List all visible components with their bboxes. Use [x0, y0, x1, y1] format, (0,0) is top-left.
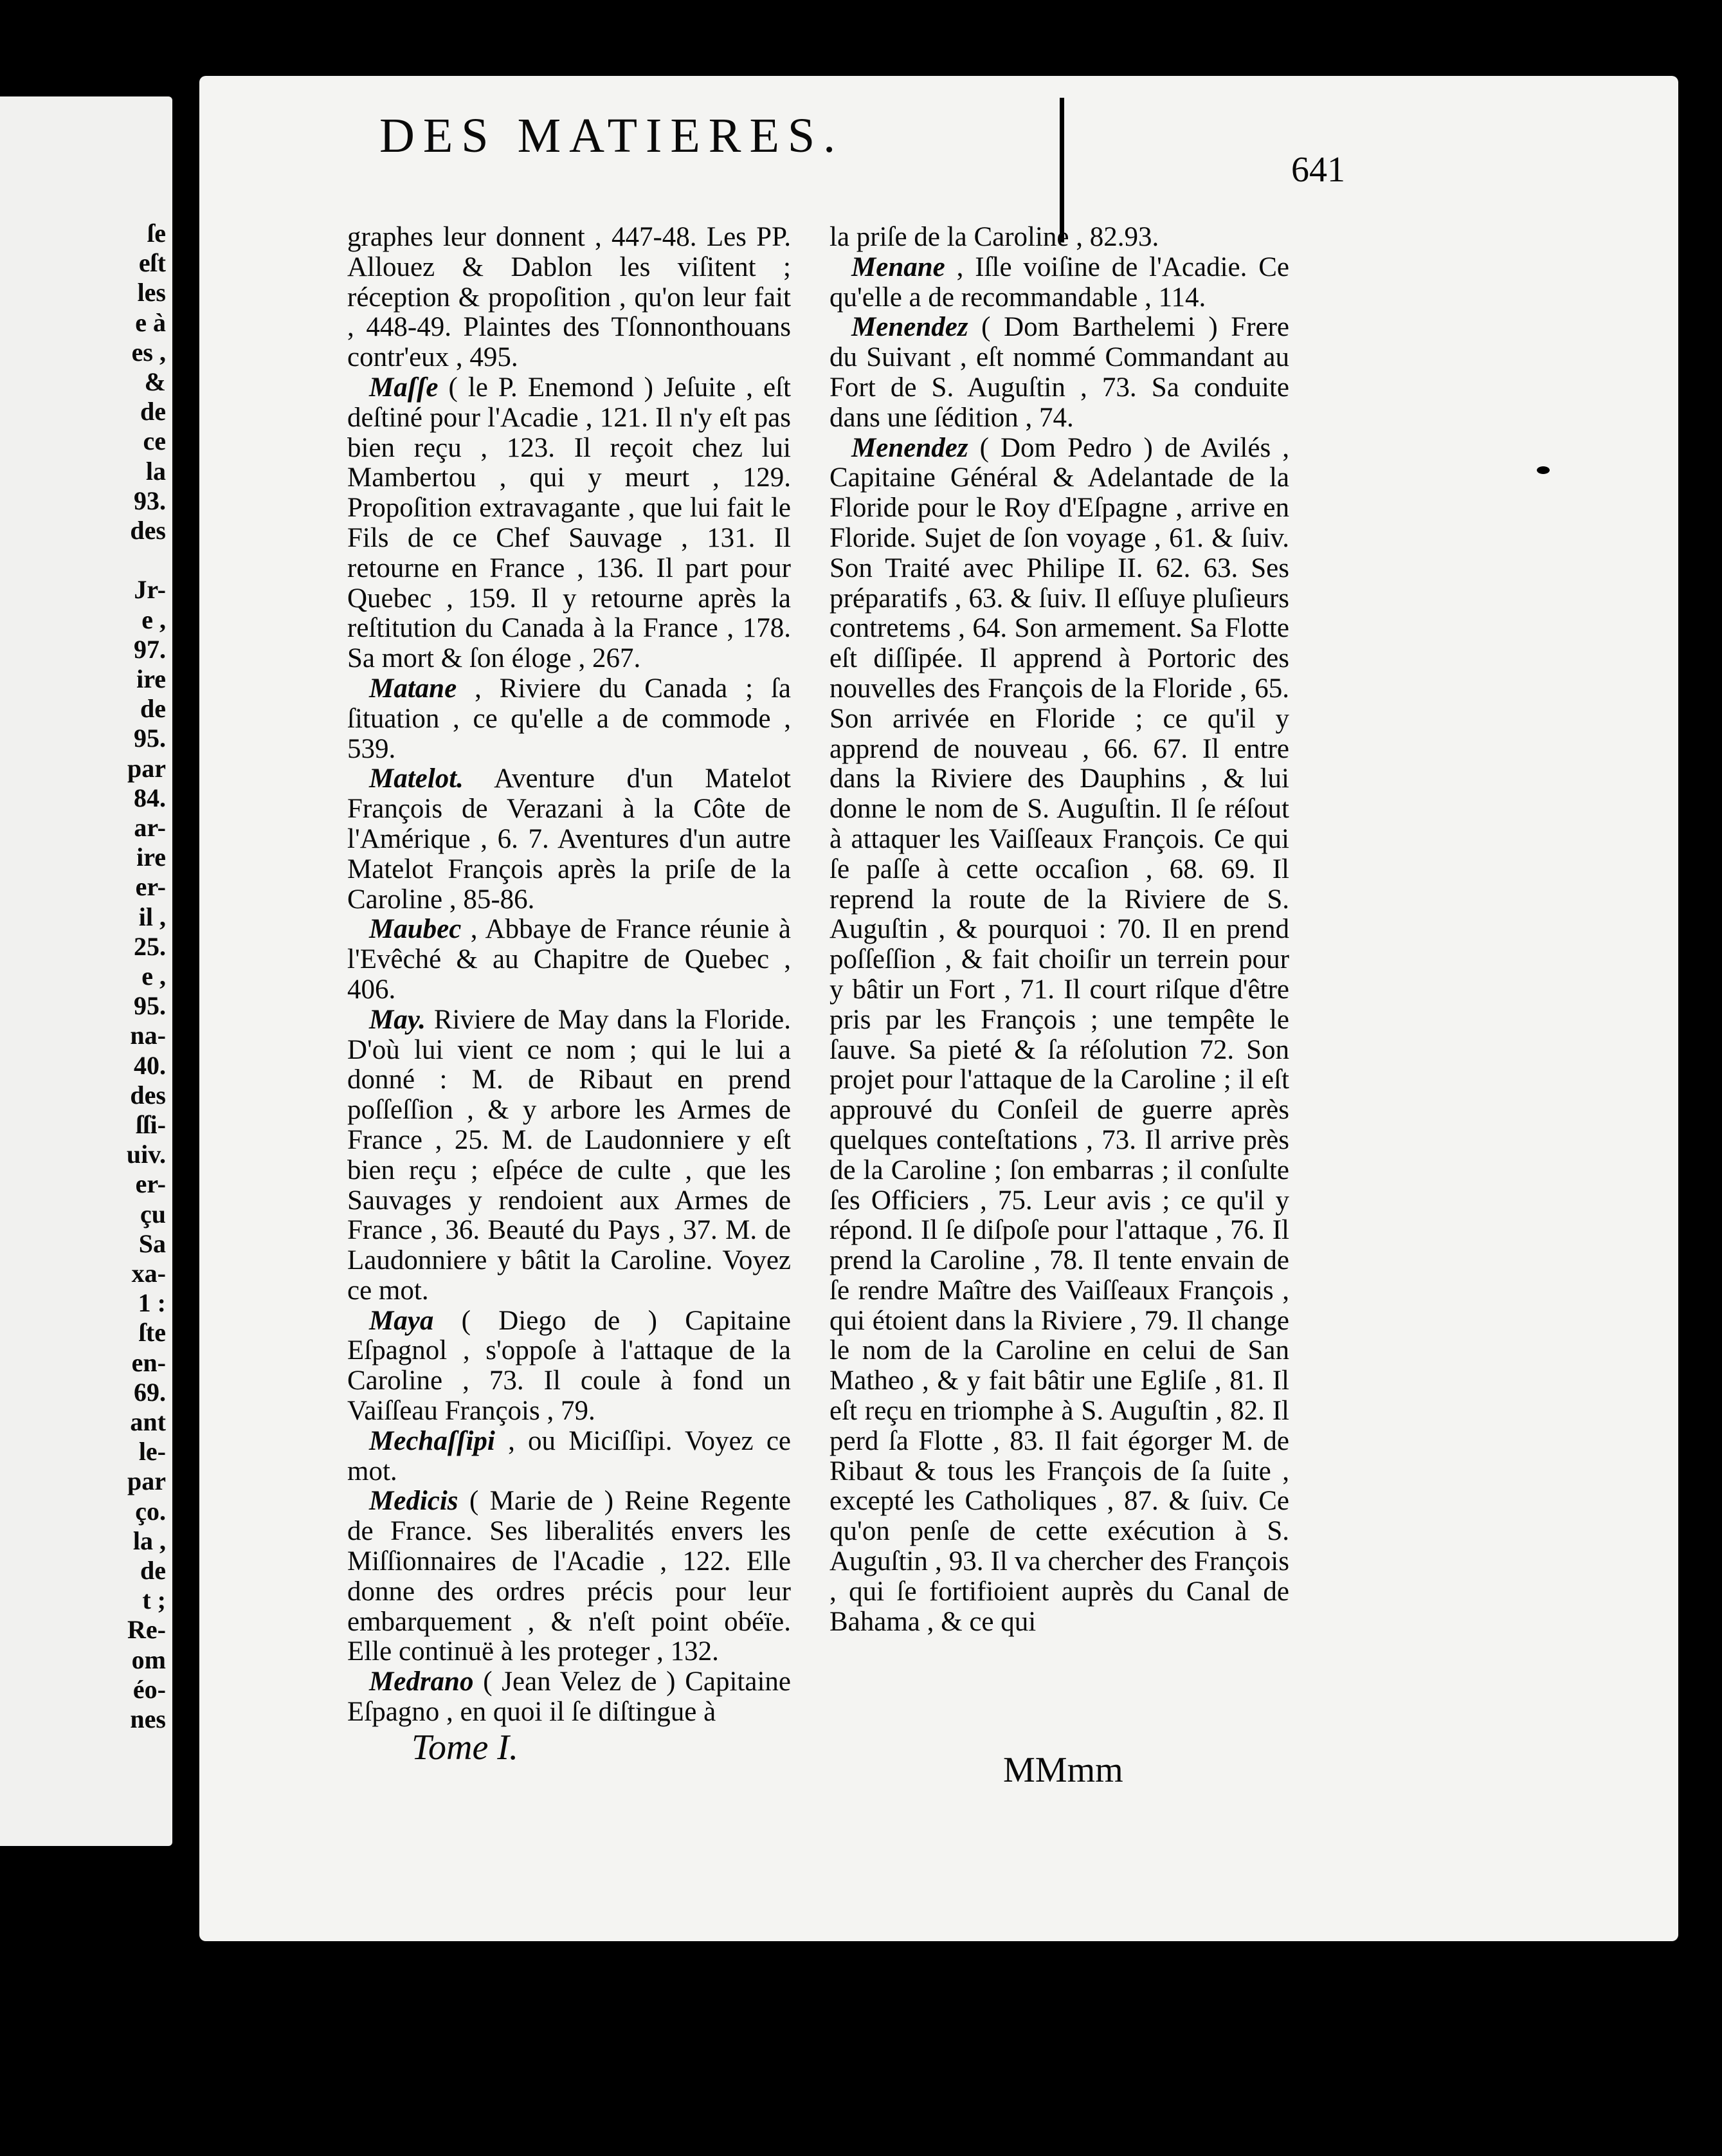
entry-headword: Maubec: [369, 914, 462, 945]
index-entry: [347, 1005, 791, 1306]
left-page-fragment: na-: [130, 1021, 166, 1050]
left-page-fragment: 84.: [134, 783, 166, 812]
left-page-fragment: Re-: [127, 1615, 166, 1645]
index-entry: [347, 674, 791, 764]
entry-headword: Menendez: [851, 312, 968, 343]
index-entry: [347, 1427, 791, 1487]
index-entry: [347, 223, 791, 373]
left-page-fragment: 25.: [134, 931, 166, 961]
index-entry: [347, 1486, 791, 1667]
entry-text: Aventure d'un Matelot François de Verazani à la Côte de l'Amérique , 6. 7. Aventures d'un autre Matelot François après la priſe de la Caroline , 85-86.: [347, 763, 791, 915]
left-page-fragment: 1 :: [138, 1288, 166, 1318]
running-header: DES MATIERES.: [379, 109, 844, 163]
entry-headword: Mechaſſipi: [369, 1425, 495, 1456]
left-page-fragment: 97.: [134, 634, 166, 664]
left-page-fragment: uiv.: [126, 1140, 166, 1169]
left-page-fragment: 95.: [134, 724, 166, 753]
ink-speck: [307, 1991, 316, 2005]
index-entry: [347, 1667, 791, 1728]
left-page-fragment: par: [127, 753, 166, 783]
entry-text: ( Marie de ) Reine Regente de France. Ses liberalités envers les Miſſionnaires de l'Acadie , 122. Elle donne des ordres précis pour leur embarquement , & n'eſt point obéïe. Elle continuë à les proteger , 132.: [347, 1486, 791, 1667]
index-entry: [829, 253, 1289, 313]
left-page-fragment: en-: [131, 1348, 166, 1377]
index-entry: [829, 223, 1289, 253]
entry-headword: Maya: [369, 1305, 434, 1336]
left-page-fragment: les: [137, 278, 166, 307]
entry-text: graphes leur donnent , 447-48. Les PP. Allouez & Dablon les viſitent ; réception & propoſition , qu'on leur fait , 448-49. Plaintes des Tſonnonthouans contr'eux , 495.: [347, 222, 791, 373]
left-page-fragment: &: [144, 367, 166, 396]
entry-text: ( Dom Barthelemi ) Frere du Suivant , eſt nommé Commandant au Fort de S. Auguſtin , 73. Sa conduite dans une ſédition , 74.: [829, 312, 1289, 433]
left-page-fragment: Sa: [138, 1229, 166, 1258]
left-page-fragment: ar-: [134, 813, 166, 842]
left-page-fragment: ſe: [147, 219, 166, 248]
index-entry: [347, 764, 791, 915]
left-page-fragment: des: [130, 516, 166, 545]
entry-text: , Riviere du Canada ; ſa ſituation , ce qu'elle a de commode , 539.: [347, 673, 791, 764]
left-page-fragment: ſte: [138, 1318, 166, 1348]
page-number: 641: [1291, 150, 1345, 190]
entry-text: ( le P. Enemond ) Jeſuite , eſt deſtiné pour l'Acadie , 121. Il n'y eſt pas bien reçu , 123. Il reçoit chez lui Mambertou , qui y meurt , 129. Propoſition extravagante , que lui fait le Fils de ce Chef Sauvage , 131. Il retourne en France , 136. Il part pour Quebec , 159. Il y retourne après la reſtitution du Canada à la France , 178. Sa mort & ſon éloge , 267.: [347, 372, 791, 674]
left-page-fragment: de: [140, 397, 166, 426]
left-page-fragment: ant: [130, 1407, 166, 1436]
left-page-edge: [0, 96, 172, 1846]
left-page-fragment: il ,: [138, 902, 166, 931]
left-page-fragment: des: [130, 1080, 166, 1110]
left-page-fragment: es ,: [131, 337, 166, 367]
entry-headword: Maſſe: [369, 372, 439, 403]
left-page-fragment: ire: [136, 843, 166, 872]
entry-text: , Abbaye de France réunie à l'Evêché & au Chapitre de Quebec , 406.: [347, 914, 791, 1005]
entry-text: Riviere de May dans la Floride. D'où lui vient ce nom ; qui le lui a donné : M. de Ribaut en prend poſſeſſion , & y arbore les Armes de France , 25. M. de Laudonniere y eſt bien reçu ; eſpéce de culte , que les Sauvages y rendoient aux Armes de France , 36. Beauté du Pays , 37. M. de Laudonniere y bâtit la Caroline. Voyez ce mot.: [347, 1004, 791, 1306]
index-column-right: [829, 223, 1289, 1637]
left-page-fragment: xa-: [131, 1259, 166, 1288]
left-page-fragment: de: [140, 1556, 166, 1585]
left-page-fragment: e ,: [141, 962, 166, 991]
left-page-fragment: eſt: [138, 248, 166, 278]
left-page-fragment: nes: [130, 1704, 166, 1733]
entry-text: ( Jean Velez de ) Capitaine Eſpagno , en quoi il ſe diſtingue à: [347, 1667, 791, 1728]
left-page-fragment: par: [127, 1466, 166, 1496]
entry-headword: Matane: [369, 673, 457, 704]
left-page-fragment: çu: [140, 1199, 166, 1229]
left-page-fragment: le-: [138, 1437, 166, 1466]
left-page-fragment: e ,: [141, 605, 166, 634]
left-page-fragment: Jr-: [134, 575, 166, 605]
left-page-fragment: ce: [143, 426, 166, 456]
volume-label: Tome I.: [412, 1728, 518, 1768]
left-page-fragment: la: [145, 456, 166, 486]
left-page-fragment: t ;: [142, 1585, 166, 1615]
entry-headword: May.: [369, 1004, 426, 1035]
margin-mark: [1060, 98, 1064, 242]
left-page-fragment: 69.: [134, 1377, 166, 1407]
left-page-fragment: er-: [135, 1169, 166, 1199]
entry-text: , Iſle voiſine de l'Acadie. Ce qu'elle a de recommandable , 114.: [829, 251, 1289, 313]
entry-text: ( Dom Pedro ) de Avilés , Capitaine Général & Adelantade de la Floride pour le Roy d'Eſpagne , arrive en Floride. Sujet de ſon voyage , 61. & ſuiv. Son Traité avec Philipe II. 62. 63. Ses préparatifs , 63. & ſuiv. Il eſſuye pluſieurs contretems , 64. Son armement. Sa Flotte eſt diſſipée. Il apprend à Portoric des nouvelles des François de la Floride , 65. Son arrivée en Floride ; ce qu'il y apprend de nouveau , 66. 67. Il entre dans la Riviere des Dauphins , & lui donne le nom de S. Auguſtin. Il ſe réſout à attaquer les Vaiſſeaux François. Ce qui ſe paſſe à cette occaſion , 68. 69. Il reprend la route de la Riviere de S. Auguſtin , & pourquoi : 70. Il en prend poſſeſſion , & fait choiſir un terrein pour y bâtir un Fort , 71. Il court riſque d'être pris par les François ; une tempête le ſauve. Sa pieté & ſa réſolution 72. Son projet pour l'attaque de la Caroline ; il eſt approuvé du Conſeil de guerre après quelques conteſtations , 73. Il arrive près de la Caroline ; ſon embarras ; il conſulte ſes Officiers , 75. Leur avis ; ce qu'il y répond. Il ſe diſpoſe pour l'attaque , 76. Il prend la Caroline , 78. Il tente envain de ſe rendre Maître des Vaiſſeaux François , qui étoient dans la Riviere , 79. Il change le nom de la Caroline en celui de San Matheo , & y fait bâtir une Egliſe , 81. Il eſt reçu en triomphe à S. Auguſtin , 82. Il perd ſa Flotte , 83. Il fait égorger M. de Ribaut & tous les François de ſa ſuite , excepté les Catholiques , 87. & ſuiv. Ce qu'on penſe de cette exécution à S. Auguſtin , 93. Il va chercher des François , qui ſe fortifioient auprès du Canal de Bahama , & ce qui: [829, 432, 1289, 1637]
left-page-fragment: 93.: [134, 486, 166, 515]
left-page-fragment: 40.: [134, 1050, 166, 1080]
ink-speck: [1537, 466, 1550, 474]
entry-text: , ou Miciſſipi. Voyez ce mot.: [347, 1425, 791, 1486]
left-page-fragment: er-: [135, 872, 166, 902]
left-page-fragment: ſſi-: [136, 1110, 166, 1139]
entry-text: la priſe de la Caroline , 82.93.: [829, 222, 1159, 252]
index-column-left: [347, 223, 791, 1728]
left-page-fragment: ço.: [135, 1496, 166, 1526]
index-entry: [347, 1306, 791, 1427]
index-entry: [347, 915, 791, 1005]
signature-mark: MMmm: [1003, 1750, 1123, 1790]
left-page-fragment: e à: [135, 307, 166, 337]
index-entry: [829, 313, 1289, 433]
left-page-fragment: de: [140, 694, 166, 724]
index-entry: [347, 373, 791, 674]
left-page-fragment: 95.: [134, 991, 166, 1021]
entry-text: ( Diego de ) Capitaine Eſpagnol , s'oppoſe à l'attaque de la Caroline , 73. Il coule à fond un Vaiſſeau François , 79.: [347, 1305, 791, 1427]
left-page-fragment: la ,: [132, 1526, 166, 1555]
entry-headword: Menane: [851, 251, 945, 282]
left-page-fragment: ire: [136, 664, 166, 693]
entry-headword: Medicis: [369, 1486, 458, 1517]
left-page-fragment: éo-: [132, 1674, 166, 1704]
left-page-fragment: om: [131, 1645, 166, 1674]
entry-headword: Matelot.: [369, 763, 464, 794]
entry-headword: Medrano: [369, 1667, 474, 1697]
index-entry: [829, 434, 1289, 1638]
entry-headword: Menendez: [851, 432, 968, 463]
